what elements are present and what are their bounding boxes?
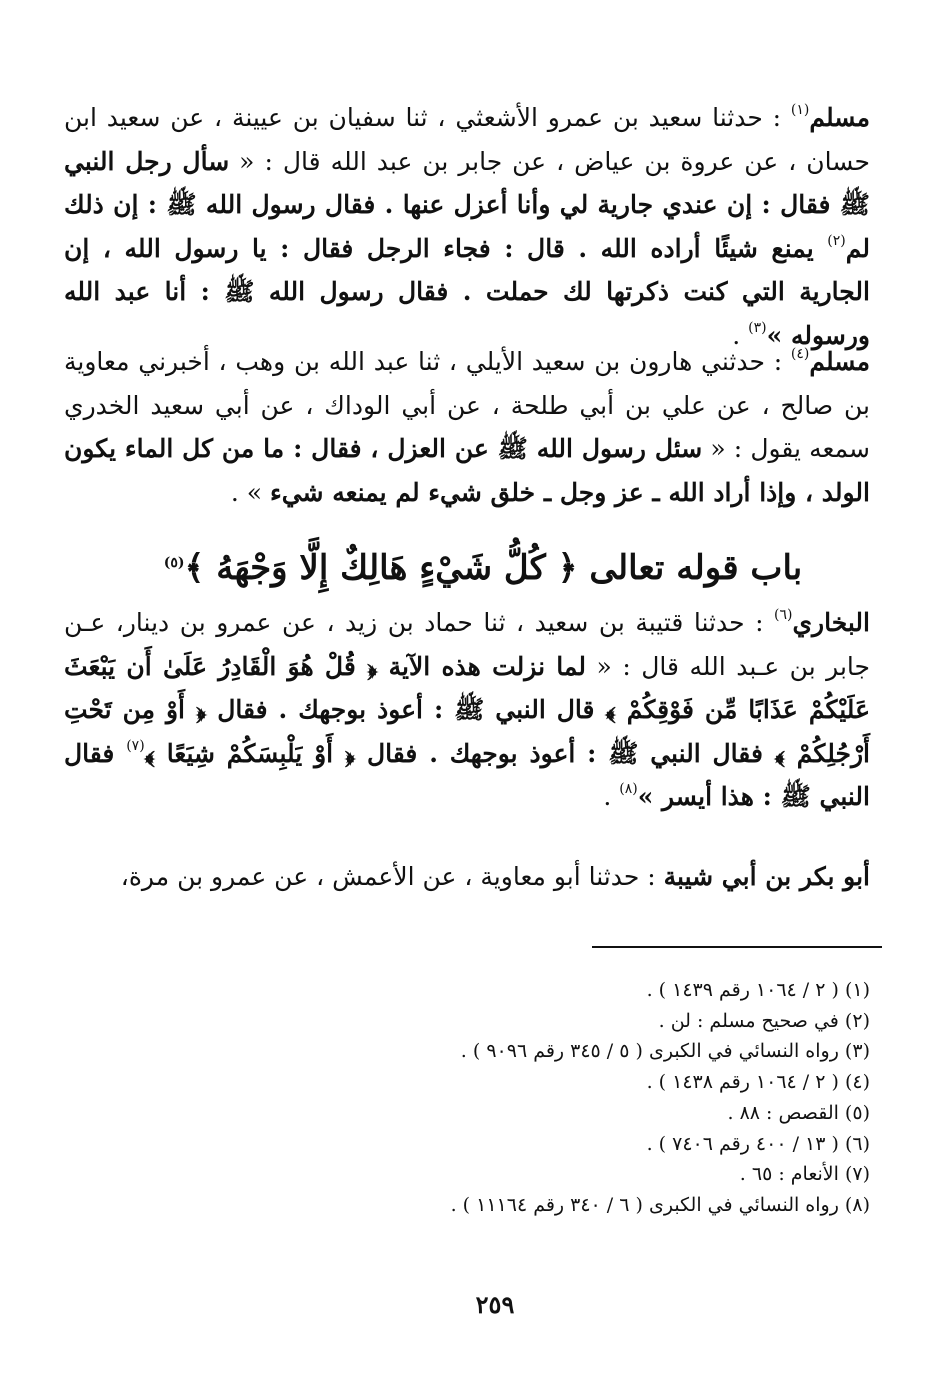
footnote-ref: (٦) — [774, 607, 793, 623]
matn-text: فقال النبي ﷺ : هذا أيسر » — [64, 738, 870, 811]
page-number: ٢٥٩ — [475, 1290, 515, 1319]
chapter-heading-text: باب قوله تعالى ﴿ كُلُّ شَيْءٍ هَالِكٌ إِلَّا وَجْهَهُ ﴾ — [184, 548, 803, 588]
footnote-ref: (٤) — [790, 346, 810, 362]
footnote-ref: (٨) — [619, 781, 638, 797]
chapter-heading — [163, 543, 803, 593]
footnote-separator — [592, 946, 882, 948]
footnote-2: (٢) في صحيح مسلم : لن . — [658, 1009, 870, 1032]
footnote-1: (١) ( ٢ / ١٠٦٤ رقم ١٤٣٩ ) . — [646, 979, 870, 1001]
source-name: مسلم — [809, 103, 870, 132]
footnote-5: (٥) القصص : ٨٨ . — [727, 1101, 870, 1124]
isnad-text: : حدثنا أبو معاوية ، عن الأعمش ، عن عمرو بن مرة، — [120, 862, 664, 891]
punctuation: . — [732, 320, 749, 350]
footnote-8: (٨) رواه النسائي في الكبرى ( ٦ / ٣٤٠ رقم ١١١٦٤ ) . — [450, 1193, 870, 1216]
matn-text: سأل رجل النبي ﷺ فقال : إن عندي جارية لي وأنا أعزل عنها . فقال رسول الله ﷺ : إن ذلك لم — [64, 146, 870, 263]
footnotes — [64, 975, 870, 1221]
footnote-ref: (٧) — [126, 737, 145, 754]
footnote-ref: (٢) — [827, 232, 846, 249]
hadith-paragraph-4 — [64, 855, 870, 899]
hadith-paragraph-2 — [64, 340, 870, 514]
footnote-ref: (٥) — [163, 555, 185, 571]
source-name: مسلم — [809, 347, 870, 376]
hadith-paragraph-3 — [64, 601, 870, 819]
matn-text: لما نزلت هذه الآية ﴿ قُلْ هُوَ الْقَادِرُ عَلَىٰ أَن يَبْعَثَ عَلَيْكُمْ عَذَابًا مِّن فَوْقِكُمْ ﴾ قال النبي ﷺ : أعوذ بوجهك . فقال ﴿ أَوْ مِن تَحْتِ أَرْجُلِكُمْ ﴾ فقال النبي ﷺ : أعوذ بوجهك . فقال ﴿ أَوْ يَلْبِسَكُمْ شِيَعًا ﴾ — [64, 651, 870, 768]
punctuation: » . — [230, 477, 270, 507]
isnad-text: : حدثنا قتيبة بن سعيد ، ثنا حماد بن زيد ، عن عمرو بن دينار، عـن جابر بن عـبد الله قال : « — [64, 608, 870, 681]
footnote-4: (٤) ( ٢ / ١٠٦٤ رقم ١٤٣٨ ) . — [646, 1071, 870, 1094]
isnad-text: : حدثني هارون بن سعيد الأيلي ، ثنا عبد الله بن وهب ، أخبرني معاوية بن صالح ، عن علي بن أبي طلحة ، عن أبي الوداك ، عن أبي سعيد الخدري سمعه يقول : « — [64, 347, 870, 463]
footnote-6: (٦) ( ١٣ / ٤٠٠ رقم ٧٤٠٦ ) . — [646, 1132, 870, 1155]
matn-text: سئل رسول الله ﷺ عن العزل ، فقال : ما من كل الماء يكون الولد ، وإذا أراد الله ـ عز وجل ـ خلق شيء لم يمنعه شيء — [64, 434, 870, 507]
punctuation: . — [603, 782, 620, 811]
matn-text: يمنع شيئًا أراده الله . قال : فجاء الرجل فقال : يا رسول الله ، إن الجارية التي كنت ذكرتها لك حملت . فقال رسول الله ﷺ : أنا عبد الله ورسوله » — [64, 233, 870, 350]
footnote-3: (٣) رواه النسائي في الكبرى ( ٥ / ٣٤٥ رقم ٩٠٩٦ ) . — [460, 1040, 870, 1063]
footnote-ref: (١) — [790, 102, 810, 118]
isnad-text: : حدثنا سعيد بن عمرو الأشعثي ، ثنا سفيان بن عيينة ، عن سعيد ابن حسان ، عن عروة بن عياض ، عن جابر بن عبد الله قال : « — [64, 103, 870, 176]
footnote-ref: (٣) — [748, 319, 767, 336]
source-name: البخاري — [792, 608, 870, 637]
hadith-paragraph-1 — [64, 96, 870, 357]
footnote-7: (٧) الأنعام : ٦٥ . — [739, 1163, 870, 1186]
source-name: أبو بكر بن أبي شيبة — [663, 862, 870, 891]
